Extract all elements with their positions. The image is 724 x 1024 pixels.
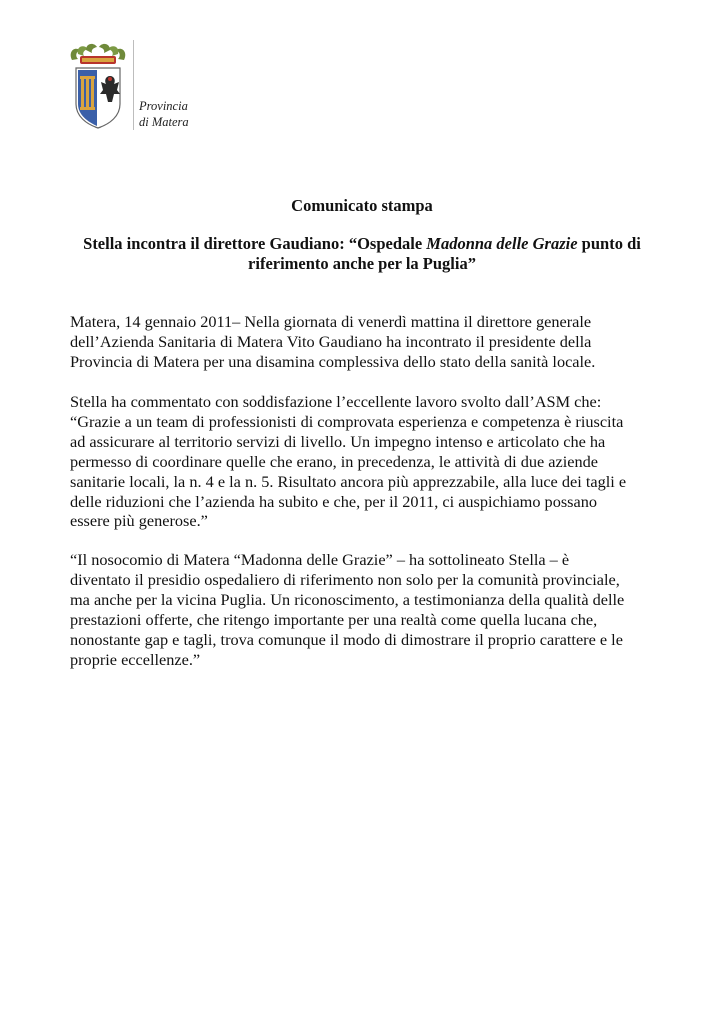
paragraph-line: Provincia di Matera per una disamina complessiva dello stato della sanità locale. [70, 351, 596, 371]
paragraph-line: sanitarie locali, la n. 4 e la n. 5. Risultato ancora più apprezzabile, alla luce dei tagli e [70, 471, 627, 491]
paragraph-line: dell’Azienda Sanitaria di Matera Vito Gaudiano ha incontrato il presidente della [70, 331, 592, 351]
paragraph-line: “Grazie a un team di professionisti di comprovata esperienza e competenza è riuscita [70, 411, 624, 431]
paragraph-line: permesso di coordinare quelle che erano, in precedenza, le attività di due aziende [70, 451, 598, 471]
organization-name [139, 98, 189, 130]
letterhead-divider [133, 40, 134, 130]
headline-line-2: riferimento anche per la Puglia” [248, 254, 476, 273]
body-paragraph-1 [70, 312, 660, 372]
press-release-headline [60, 234, 664, 274]
paragraph-line: delle riduzioni che l’azienda ha subito e che, per il 2011, ci auspichiamo possano [70, 491, 598, 511]
headline-line1-end: punto di [577, 234, 641, 253]
paragraph-line: diventato il presidio ospedaliero di riferimento non solo per la comunità provinciale, [70, 569, 620, 589]
headline-hospital-name: Madonna delle Grazie [426, 234, 578, 253]
headline-line-1 [60, 234, 664, 254]
paragraph-line: “Il nosocomio di Matera “Madonna delle Grazie” – ha sottolineato Stella – è [70, 550, 570, 569]
paragraph-line: prestazioni offerte, che ritengo importante per una realtà come quella lucana che, [70, 609, 598, 629]
organization-name-line1: Provincia [139, 99, 188, 113]
document-type-heading: Comunicato stampa [291, 196, 433, 215]
body-paragraph-3 [70, 550, 660, 669]
paragraph-line: ma anche per la vicina Puglia. Un riconoscimento, a testimonianza della qualità delle [70, 589, 625, 609]
paragraph-line: proprie eccellenze.” [70, 649, 201, 669]
paragraph-line: ad assicurare al territorio servizi di livello. Un impegno intenso e articolato che ha [70, 431, 606, 451]
paragraph-line: Matera, 14 gennaio 2011– Nella giornata di venerdì mattina il direttore generale [70, 312, 592, 331]
province-coat-of-arms-icon [66, 42, 130, 130]
paragraph-line: nonostante gap e tagli, trova comunque il modo di dimostrare il proprio carattere e le [70, 629, 623, 649]
body-paragraph-2 [70, 392, 660, 531]
paragraph-line: Stella ha commentato con soddisfazione l’eccellente lavoro svolto dall’ASM che: [70, 392, 602, 411]
paragraph-line: essere più generose.” [70, 511, 208, 531]
headline-line1-start: Stella incontra il direttore Gaudiano: “Ospedale [83, 234, 427, 253]
organization-name-line2: di Matera [139, 115, 189, 129]
